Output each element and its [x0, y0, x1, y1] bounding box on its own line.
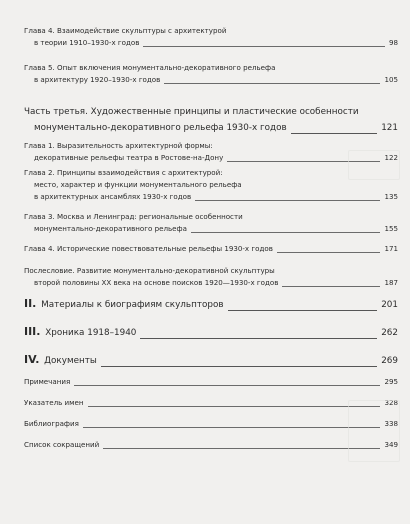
toc-entry-last-line: второй половины XX века на основе поисков 1920—1930-х годов 187 [34, 278, 398, 287]
page-number: 155 [384, 224, 398, 233]
page-number: 171 [384, 244, 398, 253]
dot-leader [88, 406, 381, 407]
dot-leader [101, 366, 377, 367]
page-number: 295 [384, 377, 398, 386]
page-number: 98 [388, 38, 398, 47]
section-numeral: IV. [24, 353, 40, 366]
toc-entry-notes[interactable] [24, 376, 398, 388]
toc-entry-last-line: в архитектуру 1920–1930-х годов 105 [34, 75, 398, 84]
toc-entry-index-of-names[interactable] [24, 397, 398, 409]
dot-leader [103, 448, 380, 449]
page-number: 269 [381, 356, 398, 366]
page-number: 349 [384, 440, 398, 449]
toc-entry-title-line: Часть третья. Художественные принципы и пластические особенности [24, 104, 398, 120]
toc-entry-last-line: Глава 4. Исторические повествовательные рельефы 1930-х годов 171 [24, 244, 398, 253]
toc-entry-title-line: Послесловие. Развитие монументально-декоративной скульптуры [24, 265, 398, 277]
section-label: Документы [44, 356, 97, 366]
dot-leader [228, 310, 378, 311]
section-label: Материалы к биографиям скульпторов [41, 300, 224, 310]
toc-entry-chapter-2[interactable] [24, 167, 398, 203]
section-label: Хроника 1918–1940 [45, 328, 137, 338]
show-through-mark [348, 150, 400, 180]
page-number: 122 [384, 153, 398, 162]
dot-leader [164, 83, 380, 84]
toc-entry-abbreviations[interactable] [24, 439, 398, 451]
toc-entry-section-4[interactable] [24, 353, 398, 369]
toc-entry-part-3[interactable] [24, 104, 398, 136]
toc-entry-last-line: в архитектурных ансамблях 1930-х годов 135 [34, 192, 398, 201]
toc-entry-last-line: монументально-декоративного рельефа 1930-х годов 121 [24, 120, 398, 136]
toc-entry-section-2[interactable] [24, 297, 398, 313]
dot-leader [140, 338, 377, 339]
dot-leader [282, 286, 380, 287]
toc-entry-title-line: место, характер и функции монументального рельефа [24, 179, 398, 191]
toc-entry-last-line [24, 353, 398, 369]
page-number: 121 [381, 123, 398, 133]
page-number: 135 [384, 192, 398, 201]
page-number: 328 [384, 398, 398, 407]
dot-leader [291, 133, 378, 134]
dot-leader [195, 200, 380, 201]
page-number: 105 [384, 75, 398, 84]
show-through-mark [348, 400, 400, 462]
toc-entry-chapter-1[interactable] [24, 140, 398, 164]
toc-entry-last-line: монументально-декоративного рельефа 155 [34, 224, 398, 233]
toc-entry-last-line: Примечания 295 [24, 377, 398, 386]
page-number: 338 [384, 419, 398, 428]
dot-leader [83, 427, 381, 428]
dot-leader [191, 232, 381, 233]
toc-entry-title-line: Глава 4. Взаимодействие скульптуры с архитектурой [24, 25, 398, 37]
page-number: 262 [381, 328, 398, 338]
page-number: 201 [381, 300, 398, 310]
toc-entry-section-3[interactable] [24, 325, 398, 341]
toc-entry-last-line: декоративные рельефы театра в Ростове-на-Дону 122 [34, 153, 398, 162]
toc-entry-afterword[interactable] [24, 265, 398, 289]
toc-entry-last-line [24, 297, 398, 313]
toc-entry-bibliography[interactable] [24, 418, 398, 430]
toc-entry-chapter-3[interactable] [24, 211, 398, 235]
section-numeral: III. [24, 325, 41, 338]
toc-entry-title-line: Глава 1. Выразительность архитектурной формы: [24, 140, 398, 152]
dot-leader [277, 252, 381, 253]
toc-entry-title-line: Глава 5. Опыт включения монументально-декоративного рельефа [24, 62, 398, 74]
toc-entry-chapter-5[interactable] [24, 62, 398, 86]
toc-entry-last-line [24, 325, 398, 341]
toc-entry-chapter-4[interactable] [24, 25, 398, 49]
toc-entry-last-line: в теории 1910–1930-х годов 98 [34, 38, 398, 47]
toc-entry-title-line: Глава 3. Москва и Ленинград: региональные особенности [24, 211, 398, 223]
toc-entry-last-line: Указатель имен 328 [24, 398, 398, 407]
page-number: 187 [384, 278, 398, 287]
toc-entry-title-line: Глава 2. Принципы взаимодействия с архитектурой: [24, 167, 398, 179]
toc-entry-chapter-4-historical[interactable] [24, 243, 398, 255]
dot-leader [74, 385, 380, 386]
toc-entry-last-line: Библиография 338 [24, 419, 398, 428]
dot-leader [143, 46, 385, 47]
toc-entry-last-line: Список сокращений 349 [24, 440, 398, 449]
section-numeral: II. [24, 297, 37, 310]
